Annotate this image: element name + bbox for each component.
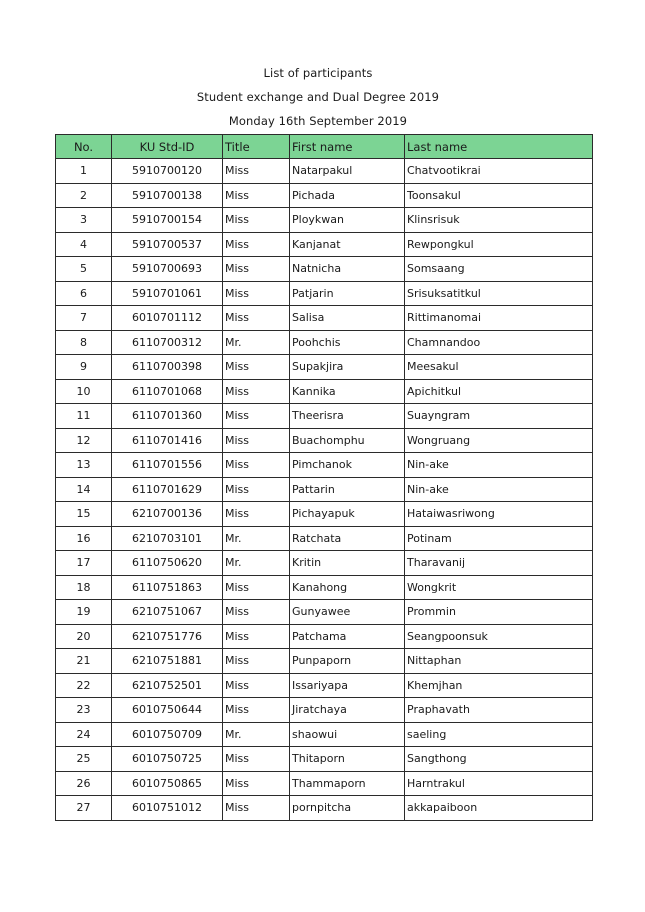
cell-student-id: 6110701068 (112, 379, 223, 404)
cell-student-id: 6110701629 (112, 477, 223, 502)
cell-first-name: Pichayapuk (290, 502, 405, 527)
cell-last-name: Harntrakul (405, 771, 593, 796)
cell-no: 27 (56, 796, 112, 821)
header-title: Title (223, 135, 290, 159)
cell-title: Mr. (223, 722, 290, 747)
cell-student-id: 6010750644 (112, 698, 223, 723)
cell-title: Miss (223, 477, 290, 502)
cell-last-name: Klinsrisuk (405, 208, 593, 233)
cell-no: 19 (56, 600, 112, 625)
cell-no: 12 (56, 428, 112, 453)
table-row (56, 698, 593, 723)
cell-title: Miss (223, 257, 290, 282)
cell-first-name: Kannika (290, 379, 405, 404)
cell-student-id: 6210700136 (112, 502, 223, 527)
cell-last-name: akkapaiboon (405, 796, 593, 821)
cell-student-id: 6110701556 (112, 453, 223, 478)
cell-last-name: Khemjhan (405, 673, 593, 698)
cell-first-name: Jiratchaya (290, 698, 405, 723)
cell-student-id: 6110700398 (112, 355, 223, 380)
cell-last-name: Praphavath (405, 698, 593, 723)
cell-title: Miss (223, 281, 290, 306)
cell-student-id: 5910700537 (112, 232, 223, 257)
cell-first-name: shaowui (290, 722, 405, 747)
cell-last-name: Potinam (405, 526, 593, 551)
cell-no: 23 (56, 698, 112, 723)
cell-no: 7 (56, 306, 112, 331)
cell-no: 13 (56, 453, 112, 478)
document-subtitle: Student exchange and Dual Degree 2019 (196, 90, 440, 104)
cell-student-id: 6110701416 (112, 428, 223, 453)
cell-first-name: Thitaporn (290, 747, 405, 772)
table-row (56, 183, 593, 208)
cell-first-name: Pimchanok (290, 453, 405, 478)
cell-title: Miss (223, 771, 290, 796)
cell-student-id: 6110750620 (112, 551, 223, 576)
table-row (56, 281, 593, 306)
table-row (56, 428, 593, 453)
cell-title: Miss (223, 600, 290, 625)
cell-title: Miss (223, 232, 290, 257)
cell-title: Miss (223, 649, 290, 674)
cell-no: 6 (56, 281, 112, 306)
cell-last-name: Nin-ake (405, 477, 593, 502)
cell-no: 8 (56, 330, 112, 355)
table-row (56, 673, 593, 698)
cell-first-name: Kanjanat (290, 232, 405, 257)
header-student-id: KU Std-ID (112, 135, 223, 159)
cell-first-name: Natarpakul (290, 159, 405, 184)
cell-student-id: 6010750865 (112, 771, 223, 796)
cell-title: Miss (223, 624, 290, 649)
table-row (56, 771, 593, 796)
cell-student-id: 6010750725 (112, 747, 223, 772)
document-date: Monday 16th September 2019 (228, 114, 408, 128)
cell-no: 11 (56, 404, 112, 429)
cell-first-name: Buachomphu (290, 428, 405, 453)
table-row (56, 649, 593, 674)
cell-last-name: Rittimanomai (405, 306, 593, 331)
cell-student-id: 6210703101 (112, 526, 223, 551)
table-row (56, 747, 593, 772)
cell-title: Mr. (223, 526, 290, 551)
cell-first-name: Supakjira (290, 355, 405, 380)
cell-last-name: Hataiwasriwong (405, 502, 593, 527)
header-first-name: First name (290, 135, 405, 159)
cell-last-name: Somsaang (405, 257, 593, 282)
cell-last-name: saeling (405, 722, 593, 747)
cell-no: 18 (56, 575, 112, 600)
cell-no: 2 (56, 183, 112, 208)
cell-student-id: 5910700120 (112, 159, 223, 184)
cell-title: Miss (223, 404, 290, 429)
cell-no: 26 (56, 771, 112, 796)
cell-no: 15 (56, 502, 112, 527)
cell-first-name: Ploykwan (290, 208, 405, 233)
cell-title: Mr. (223, 330, 290, 355)
cell-first-name: Pattarin (290, 477, 405, 502)
cell-student-id: 5910700693 (112, 257, 223, 282)
cell-title: Miss (223, 306, 290, 331)
cell-no: 21 (56, 649, 112, 674)
cell-last-name: Suayngram (405, 404, 593, 429)
cell-no: 16 (56, 526, 112, 551)
cell-last-name: Chatvootikrai (405, 159, 593, 184)
table-row (56, 722, 593, 747)
cell-student-id: 6010701112 (112, 306, 223, 331)
header-no: No. (56, 135, 112, 159)
cell-no: 5 (56, 257, 112, 282)
cell-first-name: Thammaporn (290, 771, 405, 796)
header-last-name: Last name (405, 135, 593, 159)
cell-last-name: Meesakul (405, 355, 593, 380)
cell-first-name: Poohchis (290, 330, 405, 355)
cell-student-id: 6210751067 (112, 600, 223, 625)
document-title: List of participants (263, 66, 373, 80)
table-row (56, 551, 593, 576)
cell-no: 17 (56, 551, 112, 576)
table-row (56, 624, 593, 649)
cell-no: 1 (56, 159, 112, 184)
cell-first-name: Theerisra (290, 404, 405, 429)
table-row (56, 404, 593, 429)
cell-title: Mr. (223, 551, 290, 576)
cell-title: Miss (223, 208, 290, 233)
cell-title: Miss (223, 796, 290, 821)
cell-first-name: Punpaporn (290, 649, 405, 674)
table-row (56, 526, 593, 551)
table-row (56, 575, 593, 600)
cell-last-name: Srisuksatitkul (405, 281, 593, 306)
table-row (56, 159, 593, 184)
cell-title: Miss (223, 673, 290, 698)
cell-student-id: 6210751881 (112, 649, 223, 674)
cell-student-id: 5910700154 (112, 208, 223, 233)
table-row (56, 355, 593, 380)
cell-last-name: Tharavanij (405, 551, 593, 576)
cell-student-id: 6110701360 (112, 404, 223, 429)
table-row (56, 379, 593, 404)
cell-last-name: Prommin (405, 600, 593, 625)
table-row (56, 502, 593, 527)
cell-last-name: Nin-ake (405, 453, 593, 478)
cell-first-name: Natnicha (290, 257, 405, 282)
cell-student-id: 5910701061 (112, 281, 223, 306)
cell-title: Miss (223, 747, 290, 772)
cell-student-id: 5910700138 (112, 183, 223, 208)
cell-student-id: 6010751012 (112, 796, 223, 821)
cell-title: Miss (223, 698, 290, 723)
cell-title: Miss (223, 355, 290, 380)
cell-last-name: Seangpoonsuk (405, 624, 593, 649)
table-row (56, 232, 593, 257)
cell-title: Miss (223, 502, 290, 527)
cell-no: 22 (56, 673, 112, 698)
cell-first-name: Kanahong (290, 575, 405, 600)
cell-first-name: Issariyapa (290, 673, 405, 698)
cell-title: Miss (223, 453, 290, 478)
table-row (56, 453, 593, 478)
cell-no: 9 (56, 355, 112, 380)
cell-title: Miss (223, 379, 290, 404)
cell-title: Miss (223, 159, 290, 184)
cell-last-name: Wongkrit (405, 575, 593, 600)
cell-last-name: Toonsakul (405, 183, 593, 208)
cell-last-name: Nittaphan (405, 649, 593, 674)
cell-title: Miss (223, 428, 290, 453)
cell-no: 4 (56, 232, 112, 257)
cell-no: 24 (56, 722, 112, 747)
cell-title: Miss (223, 575, 290, 600)
cell-no: 14 (56, 477, 112, 502)
table-header-row (56, 135, 593, 159)
cell-first-name: Salisa (290, 306, 405, 331)
cell-first-name: Kritin (290, 551, 405, 576)
cell-no: 10 (56, 379, 112, 404)
table-row (56, 306, 593, 331)
cell-last-name: Chamnandoo (405, 330, 593, 355)
cell-no: 20 (56, 624, 112, 649)
cell-student-id: 6110700312 (112, 330, 223, 355)
cell-first-name: Pichada (290, 183, 405, 208)
cell-first-name: pornpitcha (290, 796, 405, 821)
cell-student-id: 6210752501 (112, 673, 223, 698)
cell-first-name: Patjarin (290, 281, 405, 306)
cell-first-name: Ratchata (290, 526, 405, 551)
table-row (56, 257, 593, 282)
cell-no: 3 (56, 208, 112, 233)
cell-student-id: 6110751863 (112, 575, 223, 600)
cell-no: 25 (56, 747, 112, 772)
table-row (56, 330, 593, 355)
table-row (56, 208, 593, 233)
participants-table (55, 134, 593, 821)
cell-student-id: 6210751776 (112, 624, 223, 649)
cell-last-name: Apichitkul (405, 379, 593, 404)
cell-first-name: Patchama (290, 624, 405, 649)
cell-last-name: Rewpongkul (405, 232, 593, 257)
table-row (56, 796, 593, 821)
table-row (56, 600, 593, 625)
table-row (56, 477, 593, 502)
cell-student-id: 6010750709 (112, 722, 223, 747)
cell-first-name: Gunyawee (290, 600, 405, 625)
cell-last-name: Wongruang (405, 428, 593, 453)
cell-title: Miss (223, 183, 290, 208)
cell-last-name: Sangthong (405, 747, 593, 772)
